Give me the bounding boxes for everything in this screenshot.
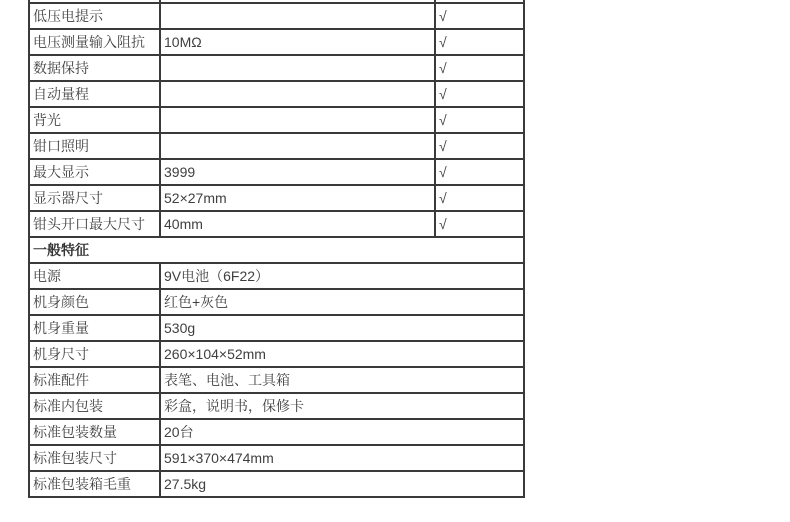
row-label: 标准包装数量 <box>29 419 160 445</box>
row-value: 彩盒，说明书，保修卡 <box>160 393 524 419</box>
row-value: 20台 <box>160 419 524 445</box>
row-label: 标准内包装 <box>29 393 160 419</box>
table-row <box>29 315 524 341</box>
table-row <box>29 133 524 159</box>
row-label: 数据保持 <box>29 55 160 81</box>
row-label: 机身重量 <box>29 315 160 341</box>
row-label: 标准包装尺寸 <box>29 445 160 471</box>
table-row <box>29 471 524 497</box>
row-label: 钳口照明 <box>29 133 160 159</box>
table-row <box>29 3 524 29</box>
table-row <box>29 211 524 237</box>
row-check: √ <box>435 81 524 107</box>
table-row <box>29 367 524 393</box>
row-label: 低压电提示 <box>29 3 160 29</box>
row-label: 机身颜色 <box>29 289 160 315</box>
row-value <box>160 3 435 29</box>
row-label: 显示器尺寸 <box>29 185 160 211</box>
table-row <box>29 81 524 107</box>
table-row <box>29 185 524 211</box>
row-check: √ <box>435 133 524 159</box>
row-value: 591×370×474mm <box>160 445 524 471</box>
row-label: 标准包装箱毛重 <box>29 471 160 497</box>
spec-table-container <box>28 0 525 498</box>
section-header-row <box>29 237 524 263</box>
table-row <box>29 107 524 133</box>
row-check: √ <box>435 211 524 237</box>
table-row <box>29 341 524 367</box>
row-check: √ <box>435 29 524 55</box>
row-value <box>160 81 435 107</box>
row-value: 52×27mm <box>160 185 435 211</box>
row-value <box>160 107 435 133</box>
table-row <box>29 159 524 185</box>
row-label: 最大显示 <box>29 159 160 185</box>
row-label: 背光 <box>29 107 160 133</box>
row-value: 27.5kg <box>160 471 524 497</box>
table-row <box>29 29 524 55</box>
table-row <box>29 445 524 471</box>
row-check: √ <box>435 159 524 185</box>
row-label: 标准配件 <box>29 367 160 393</box>
table-row <box>29 263 524 289</box>
row-label: 机身尺寸 <box>29 341 160 367</box>
row-label: 自动量程 <box>29 81 160 107</box>
row-check: √ <box>435 3 524 29</box>
row-value <box>160 133 435 159</box>
row-value <box>160 55 435 81</box>
row-value: 3999 <box>160 159 435 185</box>
table-row <box>29 55 524 81</box>
row-value: 10MΩ <box>160 29 435 55</box>
row-check: √ <box>435 55 524 81</box>
row-check: √ <box>435 185 524 211</box>
row-label: 电源 <box>29 263 160 289</box>
row-label: 钳头开口最大尺寸 <box>29 211 160 237</box>
row-value: 表笔、电池、工具箱 <box>160 367 524 393</box>
table-row <box>29 393 524 419</box>
section-header-label: 一般特征 <box>29 237 524 263</box>
row-value: 530g <box>160 315 524 341</box>
row-value: 40mm <box>160 211 435 237</box>
row-value: 9V电池（6F22） <box>160 263 524 289</box>
table-row <box>29 289 524 315</box>
table-row <box>29 419 524 445</box>
row-check: √ <box>435 107 524 133</box>
row-label: 电压测量输入阻抗 <box>29 29 160 55</box>
spec-table <box>28 0 525 498</box>
row-value: 260×104×52mm <box>160 341 524 367</box>
row-value: 红色+灰色 <box>160 289 524 315</box>
